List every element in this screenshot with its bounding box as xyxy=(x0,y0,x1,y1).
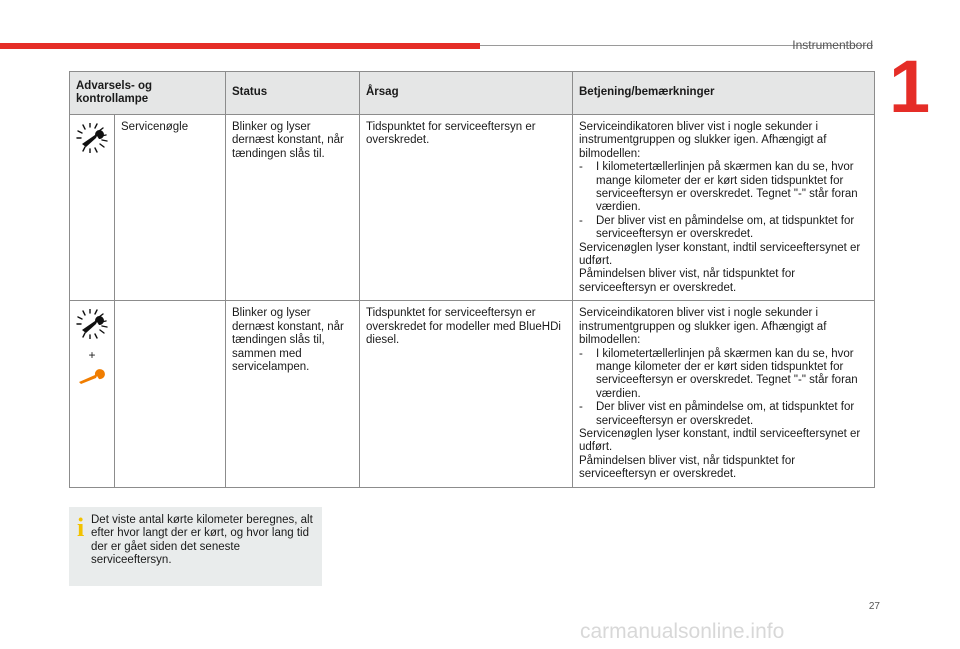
notes-line: Serviceindikatoren bliver vist i nogle sekunder i instrumentgruppen og slukker igen. Afhængigt af bilmodellen: xyxy=(579,121,827,160)
column-header-notes: Betjening/bemærkninger xyxy=(573,72,875,115)
lamp-name: Servicenøgle xyxy=(115,115,226,301)
cause-cell: Tidspunktet for serviceeftersyn er overskredet for modeller med BlueHDi diesel. xyxy=(360,301,573,487)
table-row xyxy=(70,301,875,487)
column-header-status: Status xyxy=(226,72,360,115)
column-header-cause: Årsag xyxy=(360,72,573,115)
notes-line: Servicenøglen lyser konstant, indtil serviceeftersynet er udført. xyxy=(579,427,861,454)
status-cell: Blinker og lyser dernæst konstant, når tændingen slås til. xyxy=(226,115,360,301)
watermark: carmanualsonline.info xyxy=(580,620,785,643)
wrench-icon xyxy=(76,369,108,385)
section-title: Instrumentbord xyxy=(792,38,873,52)
column-header-lamp: Advarsels- og kontrollampe xyxy=(70,72,226,115)
table-row xyxy=(70,115,875,301)
cause-cell: Tidspunktet for serviceeftersyn er overskredet. xyxy=(360,115,573,301)
page-number: 27 xyxy=(868,601,880,612)
notes-line: Servicenøglen lyser konstant, indtil serviceeftersynet er udført. xyxy=(579,241,861,268)
chapter-number: 1 xyxy=(889,45,931,128)
warning-lamp-table xyxy=(69,71,875,488)
notes-cell xyxy=(573,115,875,301)
status-cell: Blinker og lyser dernæst konstant, når tændingen slås til, sammen med servicelampen. xyxy=(226,301,360,487)
lamp-icon-cell xyxy=(70,115,115,301)
wrench-lit-icon xyxy=(75,309,109,339)
notes-line: Serviceindikatoren bliver vist i nogle sekunder i instrumentgruppen og slukker igen. Afhængigt af bilmodellen: xyxy=(579,307,827,347)
notes-bullet: - Der bliver vist en påmindelse om, at tidspunktet for serviceeftersyn er overskredet. xyxy=(579,401,855,427)
notes-bullet: - I kilometertællerlinjen på skærmen kan du se, hvor mange kilometer der er kørt siden tidspunktet for serviceeftersyn er overskredet. Tegnet "-" står foran værdien. xyxy=(579,161,858,214)
info-icon: i xyxy=(77,513,85,542)
wrench-lit-icon xyxy=(75,123,109,153)
info-box xyxy=(69,507,322,586)
lamp-name xyxy=(115,301,226,487)
plus-sign: + xyxy=(88,348,96,363)
table-header-row xyxy=(70,72,875,115)
notes-bullet: - Der bliver vist en påmindelse om, at tidspunktet for serviceeftersyn er overskredet. xyxy=(579,214,855,241)
notes-cell xyxy=(573,301,875,487)
notes-line: Påmindelsen bliver vist, når tidspunktet for serviceeftersyn er overskredet. xyxy=(579,454,796,481)
lamp-icon-cell xyxy=(70,301,115,487)
info-text: Det viste antal kørte kilometer beregnes, alt efter hvor langt der er kørt, og hvor lang tid der er gået siden det seneste serviceeftersyn. xyxy=(91,514,313,567)
header-red-bar xyxy=(0,43,480,49)
notes-bullet: - I kilometertællerlinjen på skærmen kan du se, hvor mange kilometer der er kørt siden tidspunktet for serviceeftersyn er overskredet. Tegnet "-" står foran værdien. xyxy=(579,347,858,400)
notes-line: Påmindelsen bliver vist, når tidspunktet for serviceeftersyn er overskredet. xyxy=(579,268,796,294)
